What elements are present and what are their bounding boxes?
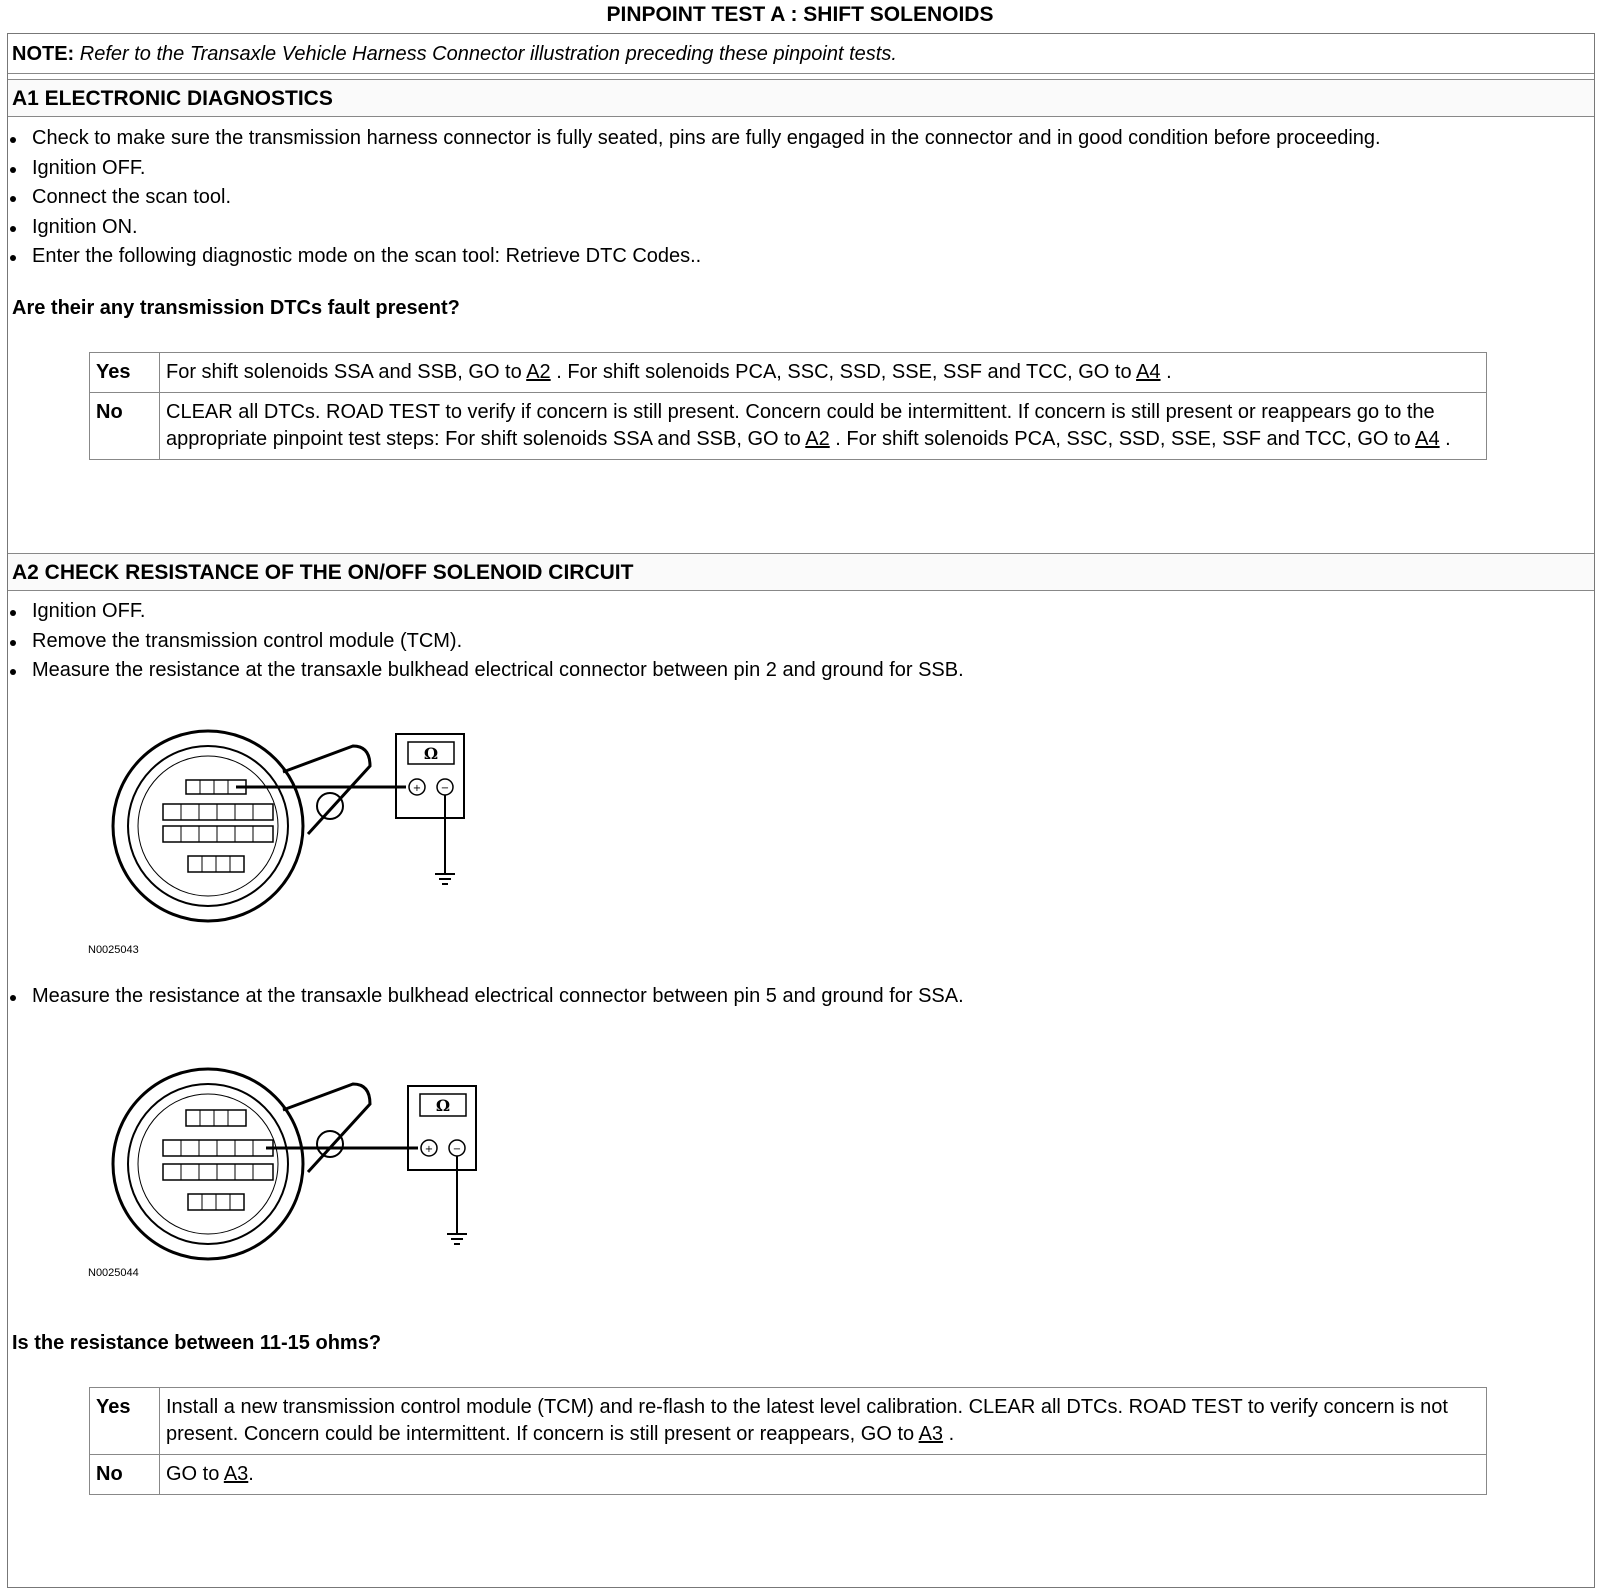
step-a2-bullets-2: [8, 982, 964, 1012]
minus-terminal: −: [440, 783, 450, 794]
list-item: Ignition ON.: [8, 213, 1381, 243]
answer-no-text: [160, 1455, 1487, 1495]
answer-no-text: [160, 393, 1487, 460]
link-a2[interactable]: A2: [805, 428, 830, 450]
answer-no-label: No: [90, 1455, 160, 1495]
answer-text: For shift solenoids SSA and SSB, GO to: [166, 361, 527, 383]
answer-text: .: [248, 1463, 254, 1485]
link-a4[interactable]: A4: [1136, 361, 1161, 383]
list-item: Check to make sure the transmission harness connector is fully seated, pins are fully engaged in the connector and in good condition before proceeding.: [8, 124, 1381, 154]
answer-text: .: [1439, 428, 1451, 450]
minus-terminal: −: [452, 1144, 462, 1155]
list-item: Ignition OFF.: [8, 597, 964, 627]
list-item: Remove the transmission control module (TCM).: [8, 627, 964, 657]
note-label: NOTE:: [12, 43, 75, 65]
list-item: Measure the resistance at the transaxle bulkhead electrical connector between pin 2 and ground for SSB.: [8, 656, 964, 686]
answer-yes-text: [160, 353, 1487, 393]
step-a1-answer-table: [89, 352, 1487, 460]
ohm-symbol: Ω: [435, 1096, 451, 1115]
answer-text: Install a new transmission control module (TCM) and re-flash to the latest level calibration. CLEAR all DTCs. ROAD TEST to verify concern is not present. Concern could be intermittent. If concern is still present or reappears, GO to: [166, 1396, 1448, 1445]
step-a1-question: Are their any transmission DTCs fault present?: [12, 297, 460, 319]
link-a3[interactable]: A3: [223, 1463, 249, 1485]
figure-id: N0025043: [88, 944, 139, 956]
answer-yes-label: Yes: [90, 1388, 160, 1455]
answer-yes-row: [90, 353, 1487, 393]
step-a1-bullets: [8, 124, 1381, 272]
answer-text: GO to: [166, 1463, 224, 1485]
page-title: PINPOINT TEST A : SHIFT SOLENOIDS: [606, 3, 994, 26]
connector-diagram-pin2: [108, 724, 478, 954]
step-a2-header: A2 CHECK RESISTANCE OF THE ON/OFF SOLENOID CIRCUIT: [8, 553, 1594, 591]
answer-text: . For shift solenoids PCA, SSC, SSD, SSE, SSF and TCC, GO to: [829, 428, 1416, 450]
list-item: Ignition OFF.: [8, 154, 1381, 184]
step-a2-bullets: [8, 597, 964, 686]
link-a2[interactable]: A2: [526, 361, 551, 383]
answer-no-row: [90, 1455, 1487, 1495]
list-item: Measure the resistance at the transaxle bulkhead electrical connector between pin 5 and ground for SSA.: [8, 982, 964, 1012]
plus-terminal: +: [412, 783, 422, 794]
link-a4[interactable]: A4: [1415, 428, 1440, 450]
link-a3[interactable]: A3: [918, 1423, 944, 1445]
answer-text: CLEAR all DTCs. ROAD TEST to verify if concern is still present. Concern could be intermittent. If concern is still present or reappears go to the appropriate pinpoint test steps: For shift solenoids SSA and SSB, GO to: [166, 401, 1435, 450]
step-a1-header: A1 ELECTRONIC DIAGNOSTICS: [8, 79, 1594, 117]
figure-id: N0025044: [88, 1267, 139, 1279]
note-row: [8, 34, 1594, 74]
answer-yes-label: Yes: [90, 353, 160, 393]
answer-text: .: [943, 1423, 955, 1445]
answer-yes-row: [90, 1388, 1487, 1455]
list-item: Connect the scan tool.: [8, 183, 1381, 213]
plus-terminal: +: [424, 1144, 434, 1155]
step-a2-question: Is the resistance between 11-15 ohms?: [12, 1332, 382, 1354]
ohm-symbol: Ω: [423, 744, 439, 763]
answer-no-row: [90, 393, 1487, 460]
list-item: Enter the following diagnostic mode on the scan tool: Retrieve DTC Codes..: [8, 242, 1381, 272]
answer-yes-text: [160, 1388, 1487, 1455]
answer-no-label: No: [90, 393, 160, 460]
connector-diagram-pin5: [108, 1064, 488, 1294]
answer-text: . For shift solenoids PCA, SSC, SSD, SSE, SSF and TCC, GO to: [550, 361, 1137, 383]
step-a2-answer-table: [89, 1387, 1487, 1495]
answer-text: .: [1160, 361, 1172, 383]
note-text: Refer to the Transaxle Vehicle Harness Connector illustration preceding these pinpoint tests.: [74, 43, 897, 65]
test-frame: [7, 33, 1595, 1588]
